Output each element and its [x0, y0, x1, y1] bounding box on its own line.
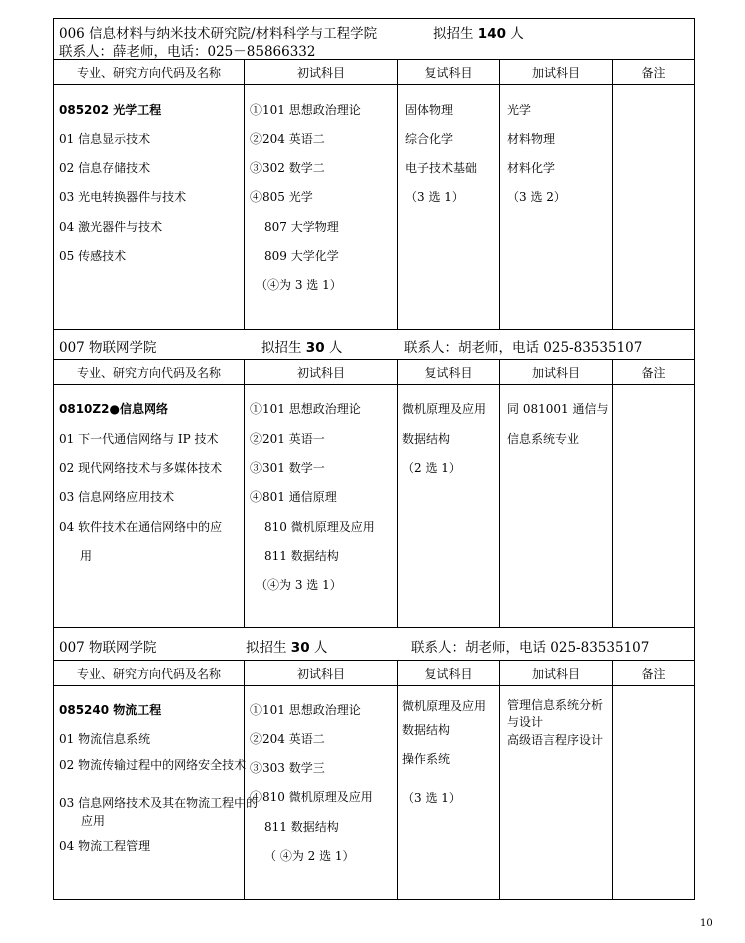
col-extra: 加试科目 — [500, 661, 613, 685]
exam-item: ①101 思想政治理论 — [250, 703, 361, 717]
page-number: 10 — [700, 918, 713, 929]
direction-item: 05 传感技术 — [59, 249, 127, 263]
quota: 拟招生 30 人 — [246, 640, 328, 656]
retest-note: （3 选 1） — [405, 190, 464, 204]
exam-item: ③301 数学一 — [250, 461, 325, 475]
exam-item: ④801 通信原理 — [250, 490, 337, 504]
section-header — [54, 330, 694, 360]
exam-item: 811 数据结构 — [264, 820, 339, 834]
col-major: 专业、研究方向代码及名称 — [54, 60, 245, 84]
exam-item: ④805 光学 — [250, 190, 313, 204]
col-retest: 复试科目 — [398, 661, 500, 685]
retest-item: 固体物理 — [405, 103, 454, 117]
section-007-logistics — [54, 628, 694, 900]
section-006 — [54, 19, 694, 330]
direction-item: 04 软件技术在通信网络中的应 — [59, 520, 223, 534]
col-extra: 加试科目 — [500, 360, 613, 384]
major-title: 085240 物流工程 — [59, 703, 162, 717]
admissions-table — [53, 18, 695, 900]
exam-item: ④810 微机原理及应用 — [250, 790, 373, 804]
direction-item: 01 下一代通信网络与 IP 技术 — [59, 432, 219, 446]
notes-cell — [613, 85, 694, 329]
exam-item: ③302 数学二 — [250, 161, 325, 175]
extra-item: 信息系统专业 — [507, 432, 580, 446]
retest-item: 综合化学 — [405, 132, 454, 146]
direction-item: 03 信息网络应用技术 — [59, 490, 175, 504]
table-row — [54, 686, 694, 899]
col-notes: 备注 — [641, 365, 666, 380]
retest-cell — [398, 385, 500, 627]
direction-item: 04 物流工程管理 — [59, 839, 151, 853]
direction-item: 02 现代网络技术与多媒体技术 — [59, 461, 223, 475]
notes-cell — [613, 686, 694, 899]
direction-item: 02 物流传输过程中的网络安全技术 — [59, 758, 247, 772]
retest-item: 数据结构 — [402, 723, 451, 737]
exam-note: （ ④为 2 选 1） — [264, 849, 355, 863]
quota: 拟招生 30 人 — [261, 340, 343, 356]
exam-item: 807 大学物理 — [264, 220, 339, 234]
exam-note: （④为 3 选 1） — [255, 278, 342, 292]
extra-item: 高级语言程序设计 — [507, 733, 604, 747]
major-cell — [54, 385, 245, 627]
table-row — [54, 385, 694, 627]
bullet-icon: ● — [109, 402, 120, 416]
extra-item: 管理信息系统分析与设计 — [507, 698, 604, 729]
exam-item: 810 微机原理及应用 — [264, 520, 375, 534]
exam-item: ②201 英语一 — [250, 432, 325, 446]
direction-item: 03 信息网络技术及其在物流工程中的应用 — [59, 796, 259, 828]
retest-item: 数据结构 — [402, 432, 451, 446]
column-header-row — [54, 60, 694, 85]
col-exam: 初试科目 — [245, 661, 398, 685]
college-name: 007 物联网学院 — [59, 640, 157, 656]
col-major: 专业、研究方向代码及名称 — [54, 661, 245, 685]
table-row — [54, 85, 694, 329]
extra-cell — [500, 686, 613, 899]
exam-cell — [245, 85, 398, 329]
exam-item: ①101 思想政治理论 — [250, 103, 361, 117]
direction-item: 02 信息存储技术 — [59, 161, 151, 175]
extra-item: 材料化学 — [507, 161, 556, 175]
col-major: 专业、研究方向代码及名称 — [54, 360, 245, 384]
retest-item: 操作系统 — [402, 752, 451, 766]
contact-info: 联系人：薛老师，电话：025－85866332 — [59, 44, 316, 60]
exam-item: 811 数据结构 — [264, 549, 339, 563]
col-exam: 初试科目 — [245, 60, 398, 84]
retest-cell — [398, 85, 500, 329]
column-header-row — [54, 360, 694, 385]
direction-item: 01 物流信息系统 — [59, 732, 151, 746]
extra-cell — [500, 85, 613, 329]
retest-item: 电子技术基础 — [405, 161, 478, 175]
retest-item: 微机原理及应用 — [402, 699, 487, 713]
exam-item: ①101 思想政治理论 — [250, 402, 361, 416]
exam-item: ②204 英语二 — [250, 132, 325, 146]
exam-item: 809 大学化学 — [264, 249, 339, 263]
exam-item: ②204 英语二 — [250, 732, 325, 746]
col-notes: 备注 — [641, 666, 666, 681]
extra-item: 同 081001 通信与 — [507, 402, 609, 416]
section-header — [54, 19, 694, 60]
contact-info: 联系人：胡老师，电话 025-83535107 — [404, 340, 643, 356]
college-name: 006 信息材料与纳米技术研究院/材料科学与工程学院 — [59, 26, 378, 42]
extra-item: 光学 — [507, 103, 532, 117]
col-retest: 复试科目 — [398, 60, 500, 84]
major-title: 085202 光学工程 — [59, 103, 162, 117]
extra-cell — [500, 385, 613, 627]
retest-note: （2 选 1） — [402, 461, 461, 475]
section-header — [54, 628, 694, 661]
section-007-network — [54, 330, 694, 628]
major-cell — [54, 686, 259, 899]
quota: 拟招生 140 人 — [433, 26, 524, 42]
major-title — [59, 401, 168, 417]
major-name: 信息网络 — [119, 402, 168, 416]
column-header-row — [54, 661, 694, 686]
col-retest: 复试科目 — [398, 360, 500, 384]
major-code: 0810Z2 — [59, 402, 110, 416]
col-extra: 加试科目 — [500, 60, 613, 84]
exam-cell — [245, 686, 398, 899]
col-notes: 备注 — [641, 65, 666, 80]
notes-cell — [613, 385, 694, 627]
retest-item: 微机原理及应用 — [402, 402, 487, 416]
exam-note: （④为 3 选 1） — [255, 578, 342, 592]
extra-note: （3 选 2） — [507, 190, 566, 204]
college-name: 007 物联网学院 — [59, 340, 157, 356]
col-exam: 初试科目 — [245, 360, 398, 384]
direction-item-cont: 用 — [80, 549, 93, 563]
exam-item: ③303 数学三 — [250, 761, 325, 775]
contact-info: 联系人：胡老师，电话 025-83535107 — [411, 640, 650, 656]
retest-cell — [398, 686, 500, 899]
extra-item: 材料物理 — [507, 132, 556, 146]
major-cell — [54, 85, 245, 329]
direction-item: 04 激光器件与技术 — [59, 220, 163, 234]
retest-note: （3 选 1） — [402, 791, 461, 805]
direction-item: 03 光电转换器件与技术 — [59, 190, 187, 204]
exam-cell — [245, 385, 398, 627]
direction-item: 01 信息显示技术 — [59, 132, 151, 146]
